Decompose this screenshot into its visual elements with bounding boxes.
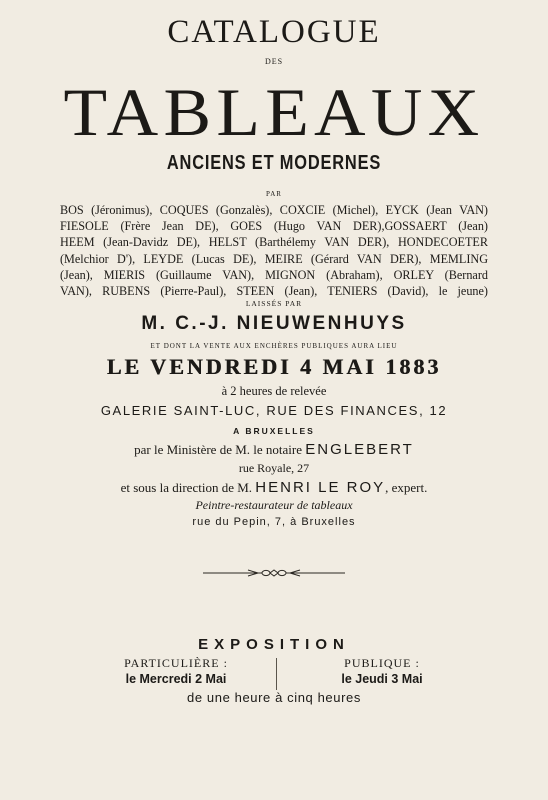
laisses-par: LAISSÉS PAR [245, 299, 303, 308]
sale-venue: GALERIE SAINT-LUC, RUE DES FINANCES, 12 [100, 403, 448, 418]
artist-line: (Jean), MIERIS (Guillaume VAN), MIGNON (Abraham), ORLEY (Bernard [60, 267, 488, 282]
ornament-divider [0, 562, 548, 584]
public-view-label: PUBLIQUE : [344, 656, 420, 670]
vente-note: ET DONT LA VENTE AUX ENCHÈRES PUBLIQUES AURA LIEU [150, 342, 398, 350]
artist-line: (Melchior D'), LEYDE (Lucas DE), MEIRE (Gérard VAN DER), MEMLING [60, 251, 488, 266]
public-view-date: le Jeudi 3 Mai [341, 672, 423, 686]
expert-suffix: , expert. [385, 480, 428, 495]
par-word: PAR [266, 190, 282, 198]
artist-list [60, 202, 488, 299]
private-view-date: le Mercredi 2 Mai [125, 672, 227, 686]
artist-line: HEEM (Jean-Davidz DE), HELST (Barthélemy VAN DER), HONDECOETER [60, 235, 488, 250]
tableaux-heading: TABLEAUX [63, 74, 485, 150]
expert-prefix: et sous la direction de M. [120, 480, 253, 495]
artist-line: VAN), RUBENS (Pierre-Paul), STEEN (Jean), TENIERS (David), le jeune) [60, 284, 488, 299]
exhibition-hours: de une heure à cinq heures [187, 690, 361, 705]
notary-line [0, 441, 548, 458]
owner-name: M. C.-J. NIEUWENHUYS [141, 313, 407, 334]
artist-line: BOS (Jéronimus), COQUES (Gonzalès), COXCIE (Michel), EYCK (Jean VAN) [60, 203, 488, 217]
expert-address: rue du Pepin, 7, à Bruxelles [192, 516, 356, 528]
notary-prefix: par le Ministère de M. le notaire [134, 442, 302, 457]
des-word: DES [264, 57, 284, 66]
expert-title: Peintre-restaurateur de tableaux [195, 498, 353, 512]
private-view-label: PARTICULIÈRE : [124, 656, 228, 670]
subtitle: ANCIENS ET MODERNES [166, 152, 382, 174]
notary-address: rue Royale, 27 [238, 461, 310, 475]
sale-date: LE VENDREDI 4 MAI 1883 [106, 354, 442, 379]
expert-line [0, 479, 548, 496]
exposition-heading: EXPOSITION [198, 636, 350, 653]
expert-name: HENRI LE ROY [255, 479, 386, 496]
sale-hour: à 2 heures de relevée [221, 384, 327, 398]
catalogue-heading: CATALOGUE [167, 14, 381, 50]
artist-line: FIESOLE (Frère Jean DE), GOES (Hugo VAN DER),GOSSAERT (Jean) [60, 219, 488, 234]
sale-city: A BRUXELLES [233, 426, 315, 436]
notary-name: ENGLEBERT [305, 441, 414, 458]
